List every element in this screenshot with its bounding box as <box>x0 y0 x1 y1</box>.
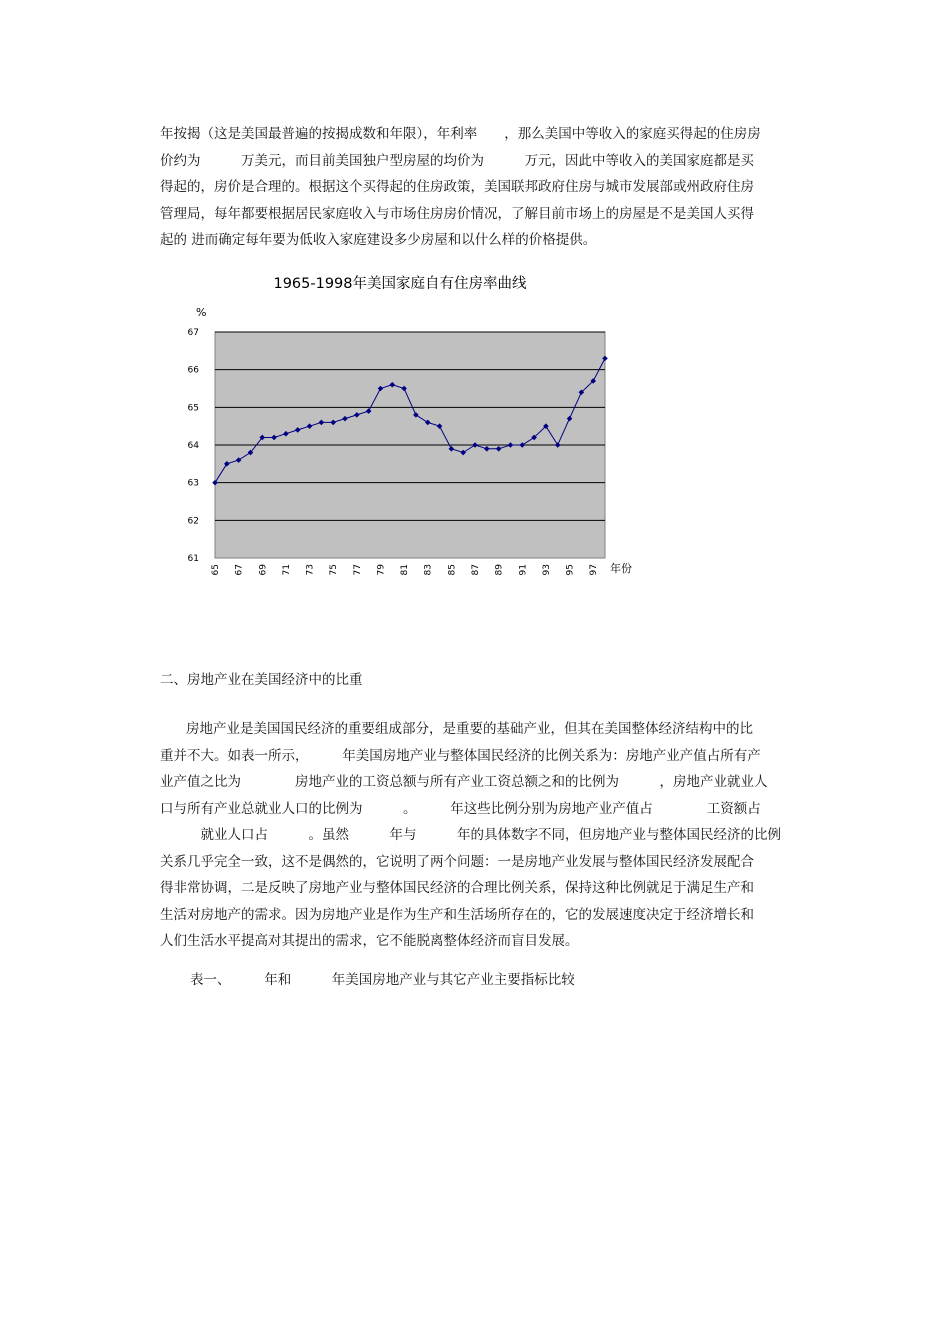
paragraph-line: 人们生活水平提高对其提出的需求，它不能脱离整体经济而盲目发展。 <box>160 933 579 949</box>
x-tick-label: 93 <box>541 564 552 576</box>
paragraph-line: 年按揭（这是美国最普遍的按揭成数和年限），年利率 ，那么美国中等收入的家庭买得起的住房房 <box>160 126 761 142</box>
x-tick-label: 69 <box>258 564 269 576</box>
x-tick-label: 75 <box>329 564 340 576</box>
paragraph-line: 重并不大。如表一所示， 年美国房地产业与整体国民经济的比例关系为：房地产业产值占所有产 <box>160 747 761 764</box>
paragraph-2 <box>160 716 792 955</box>
x-tick-label: 71 <box>281 564 292 576</box>
paragraph-line: 得非常协调，二是反映了房地产业与整体国民经济的合理比例关系，保持这种比例就足于满足生产和 <box>160 880 754 896</box>
table-caption: 表一、 年和 年美国房地产业与其它产业主要指标比较 <box>190 972 575 988</box>
x-tick-label: 91 <box>518 564 529 576</box>
y-tick-label: 63 <box>187 478 199 489</box>
x-tick-label: 85 <box>447 564 458 576</box>
paragraph-line: 房地产业是美国国民经济的重要组成部分，是重要的基础产业，但其在美国整体经济结构中的比 <box>186 721 753 737</box>
y-axis-label: % <box>196 306 207 319</box>
x-tick-label: 97 <box>589 564 600 576</box>
x-tick-label: 89 <box>494 564 505 576</box>
paragraph-line: 关系几乎完全一致，这不是偶然的，它说明了两个问题：一是房地产业发展与整体国民经济发展配合 <box>160 853 754 870</box>
paragraph-line: 起的 进而确定每年要为低收入家庭建设多少房屋和以什么样的价格提供。 <box>160 232 597 248</box>
y-tick-label: 65 <box>187 403 199 414</box>
x-tick-label: 77 <box>352 564 363 576</box>
paragraph-line: 生活对房地产的需求。因为房地产业是作为生产和生活场所存在的，它的发展速度决定于经济增长和 <box>160 906 754 923</box>
x-tick-label: 73 <box>305 564 316 576</box>
y-tick-label: 61 <box>187 554 199 564</box>
homeownership-line-chart <box>150 300 650 590</box>
x-tick-label: 87 <box>471 564 481 576</box>
x-tick-label: 81 <box>400 564 411 576</box>
y-tick-label: 64 <box>187 441 199 451</box>
section-heading: 二、房地产业在美国经济中的比重 <box>160 672 363 688</box>
x-tick-label: 83 <box>423 564 434 576</box>
x-tick-label: 79 <box>376 564 387 576</box>
y-tick-label: 62 <box>187 516 199 527</box>
chart-title: 1965-1998年美国家庭自有住房率曲线 <box>273 276 527 292</box>
y-axis-ticks <box>188 328 200 564</box>
paragraph-1 <box>160 121 792 254</box>
paragraph-line: 口与所有产业总就业人口的比例为 。 年这些比例分别为房地产业产值占 工资额占 <box>160 800 761 817</box>
x-tick-label: 95 <box>565 564 576 576</box>
paragraph-line: 业产值之比为 房地产业的工资总额与所有产业工资总额之和的比例为 ，房地产业就业人 <box>160 774 768 790</box>
paragraph-line: 价约为 万美元，而目前美国独户型房屋的均价为 万元，因此中等收入的美国家庭都是买 <box>160 152 754 169</box>
x-axis-label: 年份 <box>610 562 632 575</box>
paragraph-line: 就业人口占 。虽然 年与 年的具体数字不同，但房地产业与整体国民经济的比例 <box>160 827 781 843</box>
x-tick-label: 65 <box>211 564 221 576</box>
x-axis-ticks <box>211 564 599 576</box>
y-tick-label: 66 <box>187 365 199 376</box>
x-tick-label: 67 <box>234 564 245 576</box>
paragraph-line: 管理局，每年都要根据居民家庭收入与市场住房房价情况，了解目前市场上的房屋是不是美国人买得 <box>160 205 754 222</box>
paragraph-line: 得起的，房价是合理的。根据这个买得起的住房政策，美国联邦政府住房与城市发展部或州政府住房 <box>160 179 754 195</box>
y-tick-label: 67 <box>187 328 199 338</box>
